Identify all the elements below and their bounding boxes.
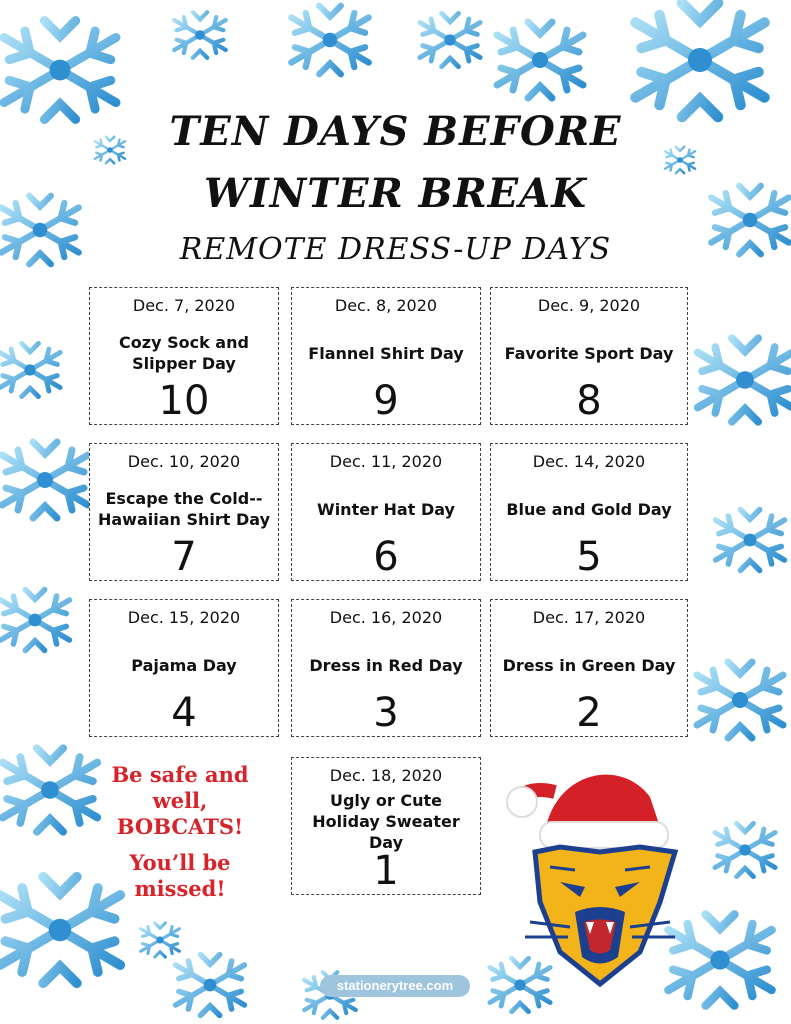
day-countdown-number: 8 (576, 378, 602, 424)
day-theme: Cozy Sock and Slipper Day (119, 333, 249, 373)
day-date: Dec. 17, 2020 (532, 608, 646, 627)
day-countdown-number: 2 (576, 690, 602, 736)
day-date: Dec. 9, 2020 (537, 296, 641, 315)
day-date: Dec. 7, 2020 (132, 296, 236, 315)
day-date: Dec. 11, 2020 (329, 452, 443, 471)
farewell-message: Be safe and well, BOBCATS! (111, 762, 249, 839)
day-theme: Dress in Red Day (309, 655, 463, 675)
watermark: stationerytree.com (320, 975, 470, 997)
day-card (490, 443, 688, 581)
day-date: Dec. 8, 2020 (334, 296, 438, 315)
day-card (490, 287, 688, 425)
page-title-line-2: WINTER BREAK (204, 170, 587, 217)
day-countdown-number: 6 (373, 534, 399, 580)
day-date: Dec. 10, 2020 (127, 452, 241, 471)
day-date: Dec. 16, 2020 (329, 608, 443, 627)
day-countdown-number: 9 (373, 378, 399, 424)
day-card (89, 599, 279, 737)
day-card (89, 443, 279, 581)
day-theme: Blue and Gold Day (506, 499, 672, 519)
day-countdown-number: 5 (576, 534, 602, 580)
day-theme: Escape the Cold--Hawaiian Shirt Day (97, 489, 270, 529)
day-card (291, 757, 481, 895)
day-card (291, 599, 481, 737)
day-theme: Winter Hat Day (317, 499, 455, 519)
day-theme: Ugly or Cute Holiday Sweater Day (312, 790, 460, 852)
day-card (291, 443, 481, 581)
bobcat-face (525, 847, 675, 984)
day-theme: Flannel Shirt Day (308, 343, 464, 363)
bobcat-mascot-icon (500, 752, 700, 992)
day-countdown-number: 4 (171, 690, 197, 736)
day-date: Dec. 18, 2020 (329, 766, 443, 785)
day-countdown-number: 1 (373, 848, 399, 894)
day-card (291, 287, 481, 425)
page-title-line-1: TEN DAYS BEFORE (169, 108, 622, 155)
day-card (490, 599, 688, 737)
day-countdown-number: 7 (171, 534, 197, 580)
day-date: Dec. 14, 2020 (532, 452, 646, 471)
day-countdown-number: 10 (158, 378, 210, 424)
day-theme: Pajama Day (131, 655, 237, 675)
day-theme: Dress in Green Day (502, 655, 676, 675)
page-subtitle: REMOTE DRESS-UP DAYS (179, 232, 612, 267)
day-countdown-number: 3 (373, 690, 399, 736)
day-date: Dec. 15, 2020 (127, 608, 241, 627)
farewell-message-missed: You’ll be missed! (129, 850, 231, 901)
day-card (89, 287, 279, 425)
santa-hat-icon (507, 775, 668, 848)
day-theme: Favorite Sport Day (504, 343, 674, 363)
